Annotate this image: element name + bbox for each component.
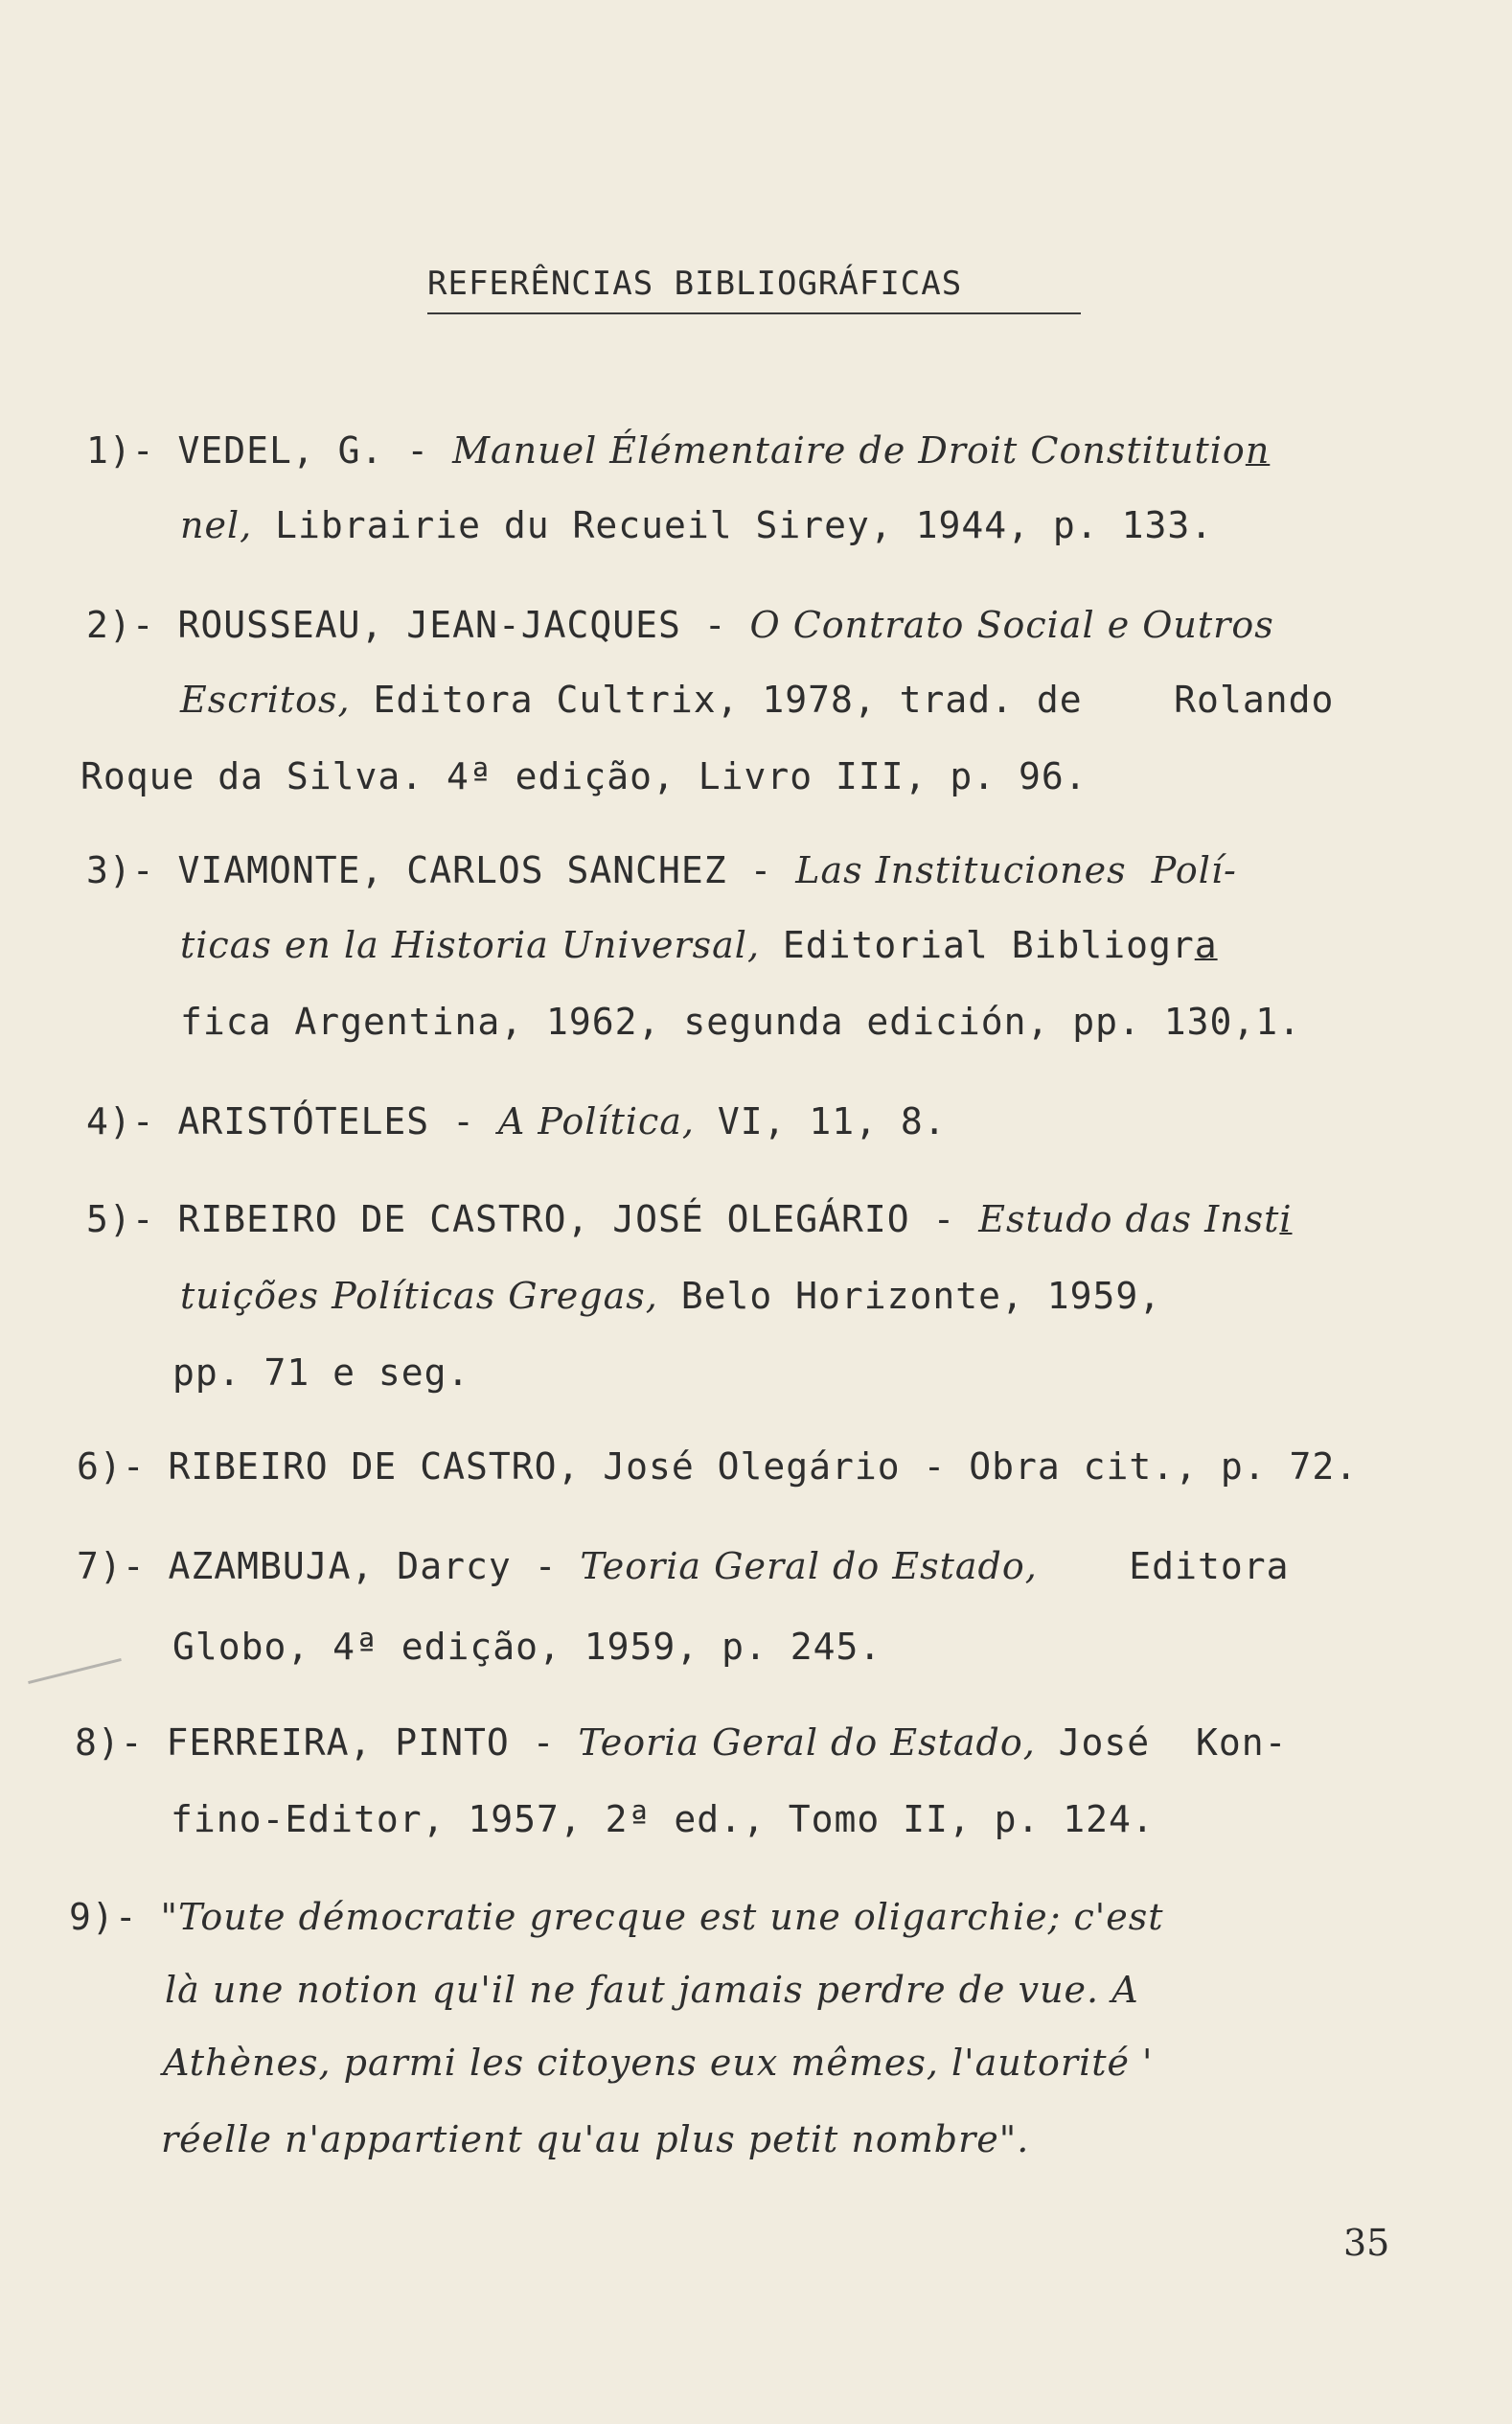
- ref-title: A Política,: [497, 1100, 696, 1143]
- ref-4-line-1: [86, 1100, 947, 1143]
- ref-details: fino-Editor, 1957, 2ª ed., Tomo II, p. 124.: [171, 1798, 1155, 1840]
- ref-author: ARISTÓTELES -: [177, 1100, 498, 1143]
- ref-1-line-2: [180, 504, 1213, 546]
- ref-number: 7)-: [77, 1545, 146, 1587]
- ref-title: Teoria Geral do Estado,: [578, 1721, 1036, 1764]
- ref-number: 3)-: [86, 849, 155, 891]
- ref-8-line-1: [75, 1721, 1287, 1764]
- ref-number: 9)-: [69, 1896, 138, 1938]
- ref-number: 6)-: [77, 1445, 146, 1488]
- ref-8-line-2: [171, 1798, 1155, 1840]
- ref-title: Escritos,: [180, 679, 351, 721]
- ref-publisher: Editorial Bibliogr: [760, 924, 1195, 966]
- ref-publisher: Editora Cultrix, 1978, trad. de Rolando: [350, 679, 1335, 721]
- ref-3-line-3: [180, 1001, 1301, 1043]
- ref-7-line-1: [77, 1545, 1289, 1587]
- ref-title-hyphen-underline: n: [1245, 429, 1271, 472]
- page-number: 35: [1343, 2222, 1390, 2264]
- ref-number: 5)-: [86, 1198, 155, 1240]
- ref-9-line-3: [163, 2042, 1154, 2084]
- ref-author: FERREIRA, PINTO -: [166, 1721, 579, 1764]
- pen-mark: [28, 1658, 122, 1684]
- ref-text: RIBEIRO DE CASTRO, José Olegário - Obra cit., p. 72.: [168, 1445, 1359, 1488]
- ref-5-line-2: [180, 1275, 1161, 1317]
- ref-title: nel,: [180, 504, 253, 546]
- ref-number: 2)-: [86, 604, 155, 646]
- ref-title: O Contrato Social e Outros: [749, 604, 1274, 646]
- ref-author: AZAMBUJA, Darcy -: [168, 1545, 581, 1587]
- ref-quote: Athènes, parmi les citoyens eux mêmes, l'autorité ': [163, 2042, 1154, 2084]
- ref-details: Globo, 4ª edição, 1959, p. 245.: [172, 1626, 882, 1668]
- ref-author: VIAMONTE, CARLOS SANCHEZ -: [177, 849, 796, 891]
- ref-title: Las Instituciones Polí-: [795, 849, 1237, 891]
- ref-9-line-4: [161, 2118, 1029, 2160]
- page-title: REFERÊNCIAS BIBLIOGRÁFICAS: [427, 265, 963, 303]
- ref-3-line-1: [86, 849, 1237, 891]
- ref-details: fica Argentina, 1962, segunda edición, pp. 130,1.: [180, 1001, 1302, 1043]
- ref-3-line-2: [180, 924, 1218, 966]
- ref-publisher: Belo Horizonte, 1959,: [657, 1275, 1162, 1317]
- ref-1-line-1: [86, 429, 1270, 472]
- ref-title: ticas en la Historia Universal,: [180, 924, 761, 966]
- ref-details: VI, 11, 8.: [695, 1100, 947, 1143]
- title-underline: [427, 312, 1081, 314]
- ref-author: VEDEL, G. -: [177, 429, 453, 472]
- ref-2-line-3: [80, 755, 1088, 797]
- ref-author: RIBEIRO DE CASTRO, JOSÉ OLEGÁRIO -: [177, 1198, 979, 1240]
- ref-quote: "Toute démocratie grecque est une oligarchie; c'est: [160, 1896, 1164, 1938]
- ref-title: Teoria Geral do Estado,: [580, 1545, 1038, 1587]
- ref-title-hyphen-underline: i: [1279, 1198, 1293, 1240]
- ref-title: Estudo das Inst: [978, 1198, 1280, 1240]
- ref-5-line-3: [172, 1351, 470, 1394]
- ref-title: tuições Políticas Gregas,: [180, 1275, 658, 1317]
- ref-7-line-2: [172, 1626, 882, 1668]
- ref-2-line-2: [180, 679, 1334, 721]
- ref-number: 8)-: [75, 1721, 144, 1764]
- ref-5-line-1: [86, 1198, 1293, 1240]
- ref-number: 4)-: [86, 1100, 155, 1143]
- ref-number: 1)-: [86, 429, 155, 472]
- ref-9-line-1: [69, 1896, 1164, 1938]
- ref-publisher: Editora: [1037, 1545, 1290, 1587]
- ref-hyphen-underline: a: [1194, 924, 1218, 966]
- ref-details: pp. 71 e seg.: [172, 1351, 470, 1394]
- ref-title: Manuel Élémentaire de Droit Constitutio: [452, 429, 1246, 472]
- ref-6-line-1: [77, 1445, 1358, 1488]
- ref-details: Roque da Silva. 4ª edição, Livro III, p. 96.: [80, 755, 1088, 797]
- ref-quote: réelle n'appartient qu'au plus petit nombre".: [161, 2118, 1030, 2160]
- ref-9-line-2: [165, 1969, 1139, 2011]
- ref-publisher: José Kon-: [1035, 1721, 1288, 1764]
- ref-author: ROUSSEAU, JEAN-JACQUES -: [177, 604, 750, 646]
- ref-2-line-1: [86, 604, 1274, 646]
- ref-quote: là une notion qu'il ne faut jamais perdre de vue. A: [165, 1969, 1139, 2011]
- ref-publisher: Librairie du Recueil Sirey, 1944, p. 133.: [252, 504, 1214, 546]
